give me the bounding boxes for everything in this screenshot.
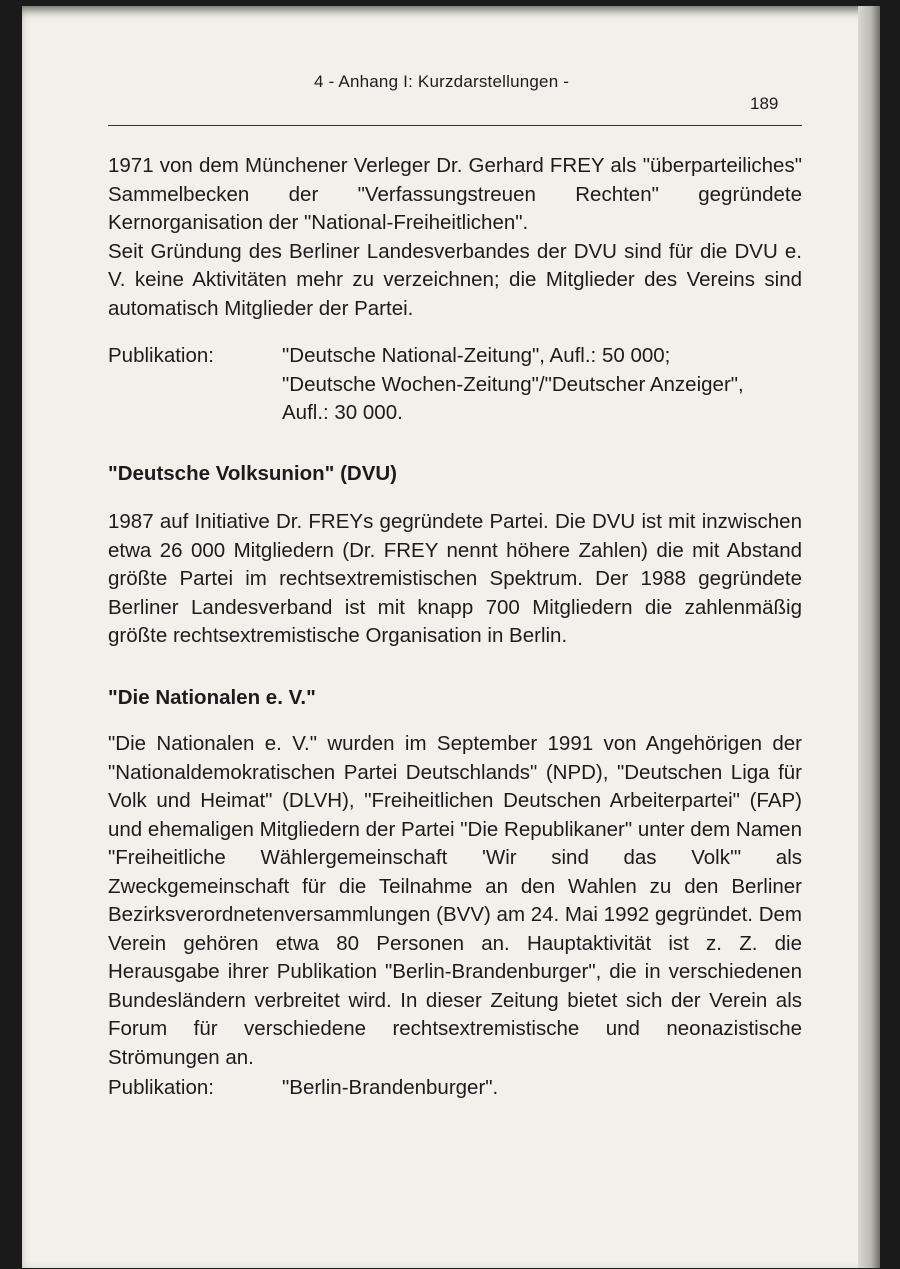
intro-block — [108, 152, 802, 323]
dvu-paragraph: 1987 auf Initiative Dr. FREYs gegründete Partei. Die DVU ist mit inzwischen etwa 26 000 Mitgliedern (Dr. FREY nennt höhere Zahlen) die mit Abstand größte Partei im rechtsextremistischen Spektrum. Der 1988 gegründete Berliner Landesverband ist mit knapp 700 Mitgliedern die zahlenmäßig größte rechtsextremistische Organisation in Berlin. — [108, 510, 802, 647]
page-edge — [858, 6, 880, 1268]
header-rule — [108, 125, 802, 126]
publication-label: Publikation: — [108, 344, 214, 367]
publication-value — [282, 342, 802, 428]
section-heading-dvu: "Deutsche Volksunion" (DVU) — [108, 462, 398, 485]
publication-line: "Deutsche National-Zeitung", Aufl.: 50 000; — [282, 344, 671, 367]
publication-value: "Berlin-Brandenburger". — [282, 1076, 499, 1099]
publication-line: Aufl.: 30 000. — [282, 401, 403, 424]
dvu-block — [108, 508, 802, 651]
nationalen-paragraph: "Die Nationalen e. V." wurden im September 1991 von Angehörigen der "Nationaldemokratischen Partei Deutschlands" (NPD), "Deutschen Liga für Volk und Heimat" (DLVH), "Freiheitlichen Deutschen Arbeiterpartei" (FAP) und ehemaligen Mitgliedern der Partei "Die Republikaner" unter dem Namen "Freiheitliche Wählergemeinschaft 'Wir sind das Volk'" als Zweckgemeinschaft für die Teilnahme an den Wahlen zu den Berliner Bezirksverordnetenversammlungen (BVV) am 24. Mai 1992 gegründet. Dem Verein gehören etwa 80 Personen an. Hauptaktivität ist z. Z. die Herausgabe ihrer Publikation "Berlin-Brandenburger", die in verschiedenen Bundesländern verbreitet wird. In dieser Zeitung bietet sich der Verein als Forum für verschiedene rechtsextremistische und neonazistische Strömungen an. — [108, 732, 802, 1069]
section-heading-nationalen: "Die Nationalen e. V." — [108, 686, 316, 709]
intro-paragraph: 1971 von dem Münchener Verleger Dr. Gerhard FREY als "überparteiliches" Sammelbecken der "Verfassungstreuen Rechten" gegründete Kernorganisation der "National-Freiheitlichen". — [108, 154, 802, 234]
document-page — [22, 6, 880, 1268]
publication-line: "Deutsche Wochen-Zeitung"/"Deutscher Anzeiger", — [282, 372, 744, 396]
publication-label: Publikation: — [108, 1076, 214, 1099]
intro-paragraph-2: Seit Gründung des Berliner Landesverbandes der DVU sind für die DVU e. V. keine Aktivitäten mehr zu verzeichnen; die Mitglieder des Vereins sind automatisch Mitglieder der Partei. — [108, 239, 802, 320]
nationalen-block — [108, 730, 802, 1072]
running-head: 4 - Anhang I: Kurzdarstellungen - — [314, 72, 570, 91]
page-number: 189 — [750, 94, 779, 113]
